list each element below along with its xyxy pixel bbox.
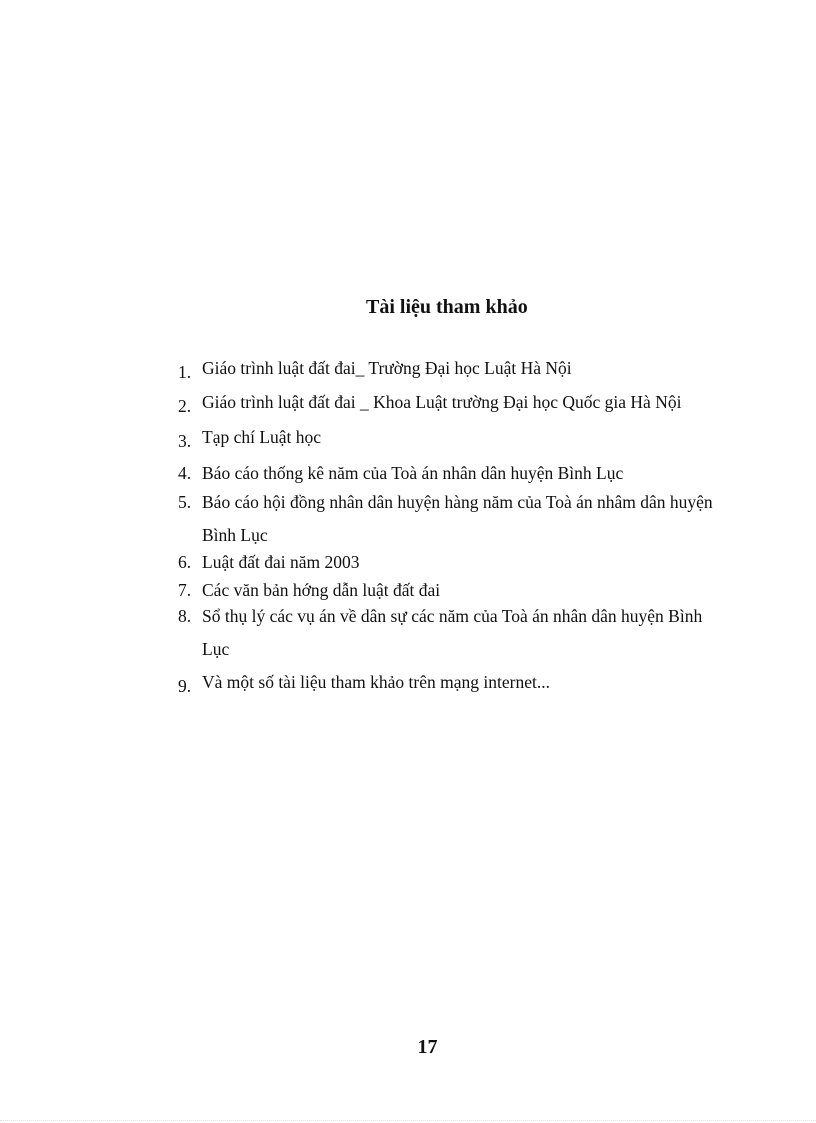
list-item-number: 2. <box>178 396 192 416</box>
list-item-text: Báo cáo hội đồng nhân dân huyện hàng năm của Toà án nhâm dân huyện <box>202 492 713 512</box>
list-item-number: 1. <box>178 362 192 382</box>
list-item-number: 8. <box>178 606 192 626</box>
list-item-text: Giáo trình luật đất đai _ Khoa Luật trường Đại học Quốc gia Hà Nội <box>202 392 682 412</box>
page-number: 17 <box>417 1036 438 1058</box>
list-item-number: 9. <box>178 676 192 696</box>
list-item-text: Báo cáo thống kê năm của Toà án nhân dân huyện Bình Lục <box>202 463 624 483</box>
list-item-text: Và một số tài liệu tham khảo trên mạng internet... <box>202 672 550 692</box>
list-item-text: Tạp chí Luật học <box>202 427 322 447</box>
list-item-continuation: Bình Lục <box>202 525 268 545</box>
list-item-text: Sổ thụ lý các vụ án về dân sự các năm của Toà án nhân dân huyện Bình <box>202 606 703 626</box>
list-item-number: 6. <box>178 552 192 572</box>
list-item-continuation: Lục <box>202 639 230 659</box>
list-item-number: 5. <box>178 492 192 512</box>
list-item-number: 4. <box>178 463 192 483</box>
list-item-text: Giáo trình luật đất đai_ Trường Đại học Luật Hà Nội <box>202 358 572 378</box>
list-item-number: 7. <box>178 580 192 600</box>
page-bottom-divider <box>0 1120 816 1121</box>
page-title: Tài liệu tham khảo <box>366 296 528 318</box>
list-item-text: Các văn bản hớng dẫn luật đất đai <box>202 580 441 600</box>
list-item-text: Luật đất đai năm 2003 <box>202 552 360 572</box>
list-item-number: 3. <box>178 431 192 451</box>
